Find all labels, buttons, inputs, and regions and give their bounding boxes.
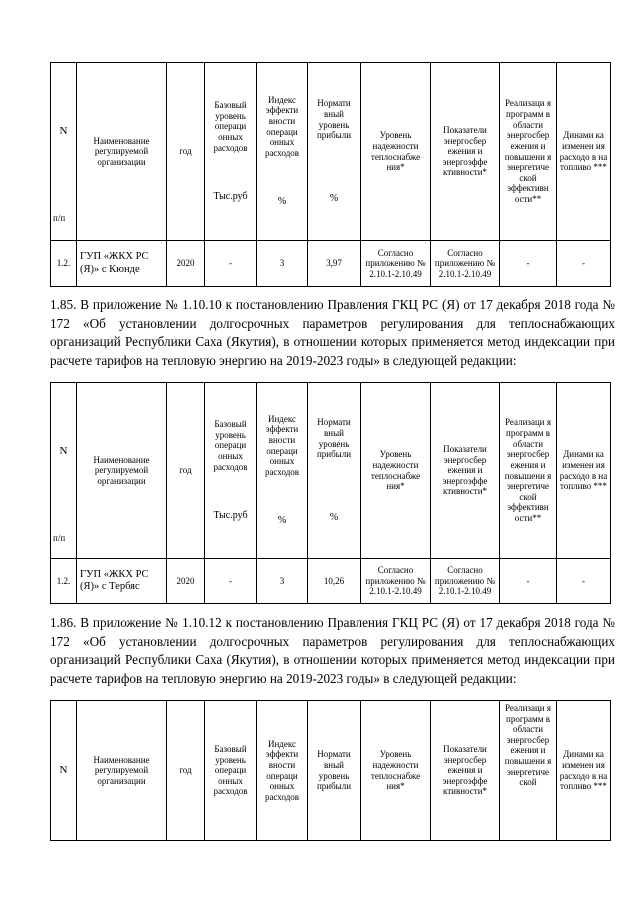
index-value: 3 (257, 559, 308, 604)
dynamic-value: - (557, 241, 611, 287)
table-row (51, 559, 611, 604)
col-program-header: Реализаци я программ в области энергосбер ежения и повышени я энергетиче ской эффективн ости** (500, 63, 557, 241)
col-base-header: Базовый уровень операци онных расходов Тыс.руб (205, 383, 257, 559)
table-header-row (51, 701, 611, 841)
col-energy-header: Показатели энергосбер ежения и энергоэффе ктивности* (431, 701, 500, 841)
col-reliability-header: Уровень надежности теплоснабже ния* (361, 63, 431, 241)
paragraph-1-85: 1.85. В приложение № 1.10.10 к постановлению Правления ГКЦ РС (Я) от 17 декабря 2018 года № 172 «Об установлении долгосрочных параметров регулирования для теплоснабжающих организаций Республики Саха (Якутия), в отношении которых применяется метод индексации при расчете тарифов на тепловую энергию на 2019-2023 годы» в следующей редакции: (50, 297, 615, 368)
col-index-header: Индекс эффекти вности операци онных расходов % (257, 383, 308, 559)
col-base-header: Базовый уровень операци онных расходов (205, 701, 257, 841)
energy-value: Согласно приложению № 2.10.1-2.10.49 (431, 559, 500, 604)
col-program-header: Реализаци я программ в области энергосбер ежения и повышени я энергетиче ской (500, 701, 557, 841)
col-number-header: N п/п (51, 383, 77, 559)
row-number: 1.2. (51, 241, 77, 287)
col-org-header: Наименование регулируемой организации (77, 63, 167, 241)
col-org-header: Наименование регулируемой организации (77, 701, 167, 841)
params-table-3 (50, 700, 611, 841)
col-energy-header: Показатели энергосбер ежения и энергоэффе ктивности* (431, 63, 500, 241)
base-value: - (205, 241, 257, 287)
table-header-row (51, 383, 611, 559)
dynamic-value: - (557, 559, 611, 604)
norm-value: 10,26 (308, 559, 361, 604)
col-norm-header: Нормати вный уровень прибыли (308, 701, 361, 841)
col-norm-header: Нормати вный уровень прибыли % (308, 383, 361, 559)
reliability-value: Согласно приложению № 2.10.1-2.10.49 (361, 559, 431, 604)
col-number-header: N п/п (51, 63, 77, 241)
org-name: ГУП «ЖКХ РС (Я)» с Кюнде (77, 241, 167, 287)
col-org-header: Наименование регулируемой организации (77, 383, 167, 559)
col-norm-header: Нормати вный уровень прибыли % (308, 63, 361, 241)
year-value: 2020 (167, 559, 205, 604)
col-dynamic-header: Динами ка изменен ия расходо в на топливо *** (557, 383, 611, 559)
paragraph-1-86: 1.86. В приложение № 1.10.12 к постановлению Правления ГКЦ РС (Я) от 17 декабря 2018 года № 172 «Об установлении долгосрочных параметров регулирования для теплоснабжающих организаций Республики Саха (Якутия), в отношении которых применяется метод индексации при расчете тарифов на тепловую энергию на 2019-2023 годы» в следующей редакции: (50, 615, 615, 686)
col-reliability-header: Уровень надежности теплоснабже ния* (361, 383, 431, 559)
table-row (51, 241, 611, 287)
index-value: 3 (257, 241, 308, 287)
params-table-1 (50, 62, 611, 287)
col-number-header: N (51, 701, 77, 841)
col-dynamic-header: Динами ка изменен ия расходо в на топливо *** (557, 63, 611, 241)
col-year-header: год (167, 63, 205, 241)
reliability-value: Согласно приложению № 2.10.1-2.10.49 (361, 241, 431, 287)
col-energy-header: Показатели энергосбер ежения и энергоэффе ктивности* (431, 383, 500, 559)
col-base-header: Базовый уровень операци онных расходов Тыс.руб (205, 63, 257, 241)
energy-value: Согласно приложению № 2.10.1-2.10.49 (431, 241, 500, 287)
params-table-2 (50, 382, 611, 604)
row-number: 1.2. (51, 559, 77, 604)
col-dynamic-header: Динами ка изменен ия расходо в на топливо *** (557, 701, 611, 841)
col-index-header: Индекс эффекти вности операци онных расходов (257, 701, 308, 841)
col-reliability-header: Уровень надежности теплоснабже ния* (361, 701, 431, 841)
col-program-header: Реализаци я программ в области энергосбер ежения и повышени я энергетиче ской эффективн ости** (500, 383, 557, 559)
year-value: 2020 (167, 241, 205, 287)
org-name: ГУП «ЖКХ РС (Я)» с Тербяс (77, 559, 167, 604)
col-index-header: Индекс эффекти вности операци онных расходов % (257, 63, 308, 241)
program-value: - (500, 241, 557, 287)
program-value: - (500, 559, 557, 604)
table-header-row (51, 63, 611, 241)
norm-value: 3,97 (308, 241, 361, 287)
base-value: - (205, 559, 257, 604)
col-year-header: год (167, 701, 205, 841)
col-year-header: год (167, 383, 205, 559)
